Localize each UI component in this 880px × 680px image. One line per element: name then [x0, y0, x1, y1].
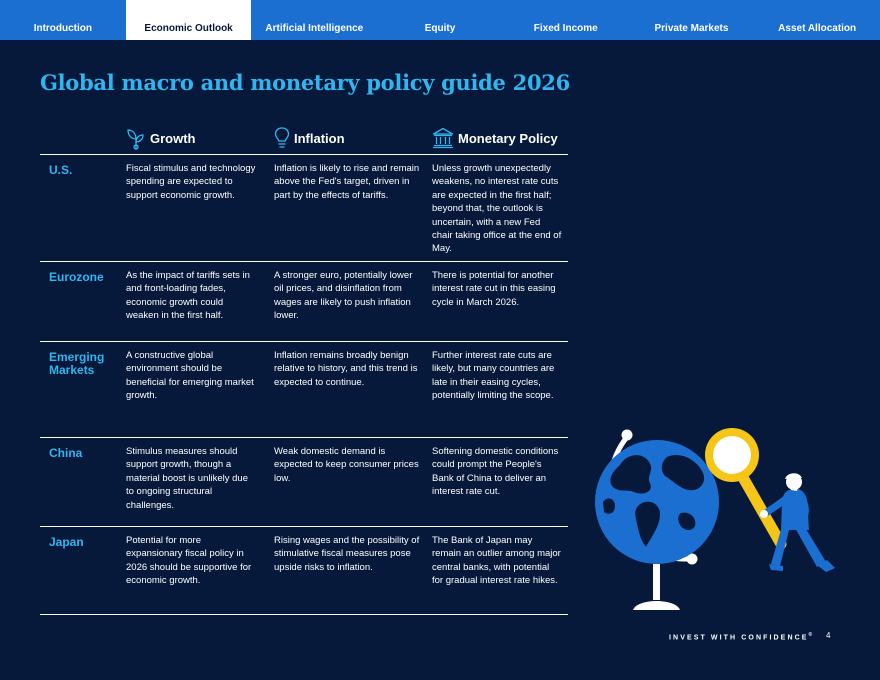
column-header-inflation-label: Inflation: [294, 130, 345, 146]
column-header-monetary-policy: [432, 125, 558, 151]
monetary-cell: Softening domestic conditions could prompt the People's Bank of China to deliver an interest rate cut.: [432, 446, 559, 498]
growth-cell: A constructive global environment should be beneficial for emerging market growth.: [126, 350, 254, 402]
row-label: China: [49, 446, 83, 460]
plant-icon: [126, 126, 146, 150]
tab-introduction[interactable]: Introduction: [33, 23, 93, 34]
table-row-eurozone: [40, 262, 568, 342]
column-header-growth-label: Growth: [150, 130, 196, 146]
footer-tagline-text: INVEST WITH CONFIDENCE: [669, 634, 809, 642]
tab-equity[interactable]: Equity: [424, 23, 456, 34]
row-label: Eurozone: [49, 270, 104, 284]
tab-fixed-income[interactable]: Fixed Income: [533, 23, 598, 34]
inflation-cell: Inflation remains broadly benign relative to history, and this trend is expected to continue.: [274, 350, 418, 388]
column-header-inflation: [274, 125, 345, 151]
row-label: Japan: [49, 535, 84, 549]
table-row-us: [40, 155, 568, 262]
page-number: 4: [826, 631, 831, 640]
table-row-japan: [40, 527, 568, 615]
inflation-cell: Weak domestic demand is expected to keep consumer prices low.: [274, 446, 419, 484]
row-divider: [40, 614, 568, 615]
top-navigation: [0, 0, 880, 40]
page-title: Global macro and monetary policy guide 2026: [40, 70, 570, 95]
monetary-cell: The Bank of Japan may remain an outlier among major central banks, with potential for gradual interest rate hikes.: [432, 535, 561, 587]
inflation-cell: Inflation is likely to rise and remain above the Fed's target, driven in part by the effects of tariffs.: [274, 163, 420, 201]
column-header-monetary-label: Monetary Policy: [458, 130, 558, 146]
tab-asset-allocation[interactable]: Asset Allocation: [778, 23, 857, 34]
bank-icon: [432, 127, 454, 149]
growth-cell: As the impact of tariffs sets in and front-loading fades, economic growth could weaken in the first half.: [126, 270, 250, 322]
growth-cell: Potential for more expansionary fiscal policy in 2026 should be supportive for economic growth.: [126, 535, 252, 587]
column-header-growth: [126, 125, 196, 151]
monetary-cell: Further interest rate cuts are likely, but many countries are late in their easing cycles, potentially limiting the scope.: [432, 350, 555, 402]
monetary-cell: Unless growth unexpectedly weakens, no interest rate cuts are expected in the first half; beyond that, the outlook is uncertain, with a new Fed chair taking office at the end of May.: [432, 163, 562, 255]
tab-artificial-intelligence[interactable]: Artificial Intelligence: [265, 23, 364, 34]
row-label: U.S.: [49, 163, 73, 177]
table-row-china: [40, 438, 568, 527]
table-row-emerging-markets: [40, 342, 568, 438]
tab-economic-outlook[interactable]: Economic Outlook: [126, 0, 252, 40]
footer-tagline: [669, 632, 812, 641]
lightbulb-icon: [274, 126, 290, 150]
inflation-cell: Rising wages and the possibility of stimulative fiscal measures pose upside risks to inflation.: [274, 535, 420, 573]
inflation-cell: A stronger euro, potentially lower oil prices, and disinflation from wages are likely to push inflation lower.: [274, 270, 413, 322]
row-label: Emerging Markets: [49, 350, 105, 377]
growth-cell: Fiscal stimulus and technology spending are expected to support economic growth.: [126, 163, 256, 201]
monetary-cell: There is potential for another interest rate cut in this easing cycle in March 2026.: [432, 270, 556, 308]
globe-illustration: [585, 420, 850, 620]
growth-cell: Stimulus measures should support growth, though a material boost is unlikely due to ongoing structural challenges.: [126, 446, 248, 511]
trademark-symbol: ®: [808, 632, 813, 638]
globe-icon: [595, 430, 719, 611]
tab-private-markets[interactable]: Private Markets: [654, 23, 729, 34]
